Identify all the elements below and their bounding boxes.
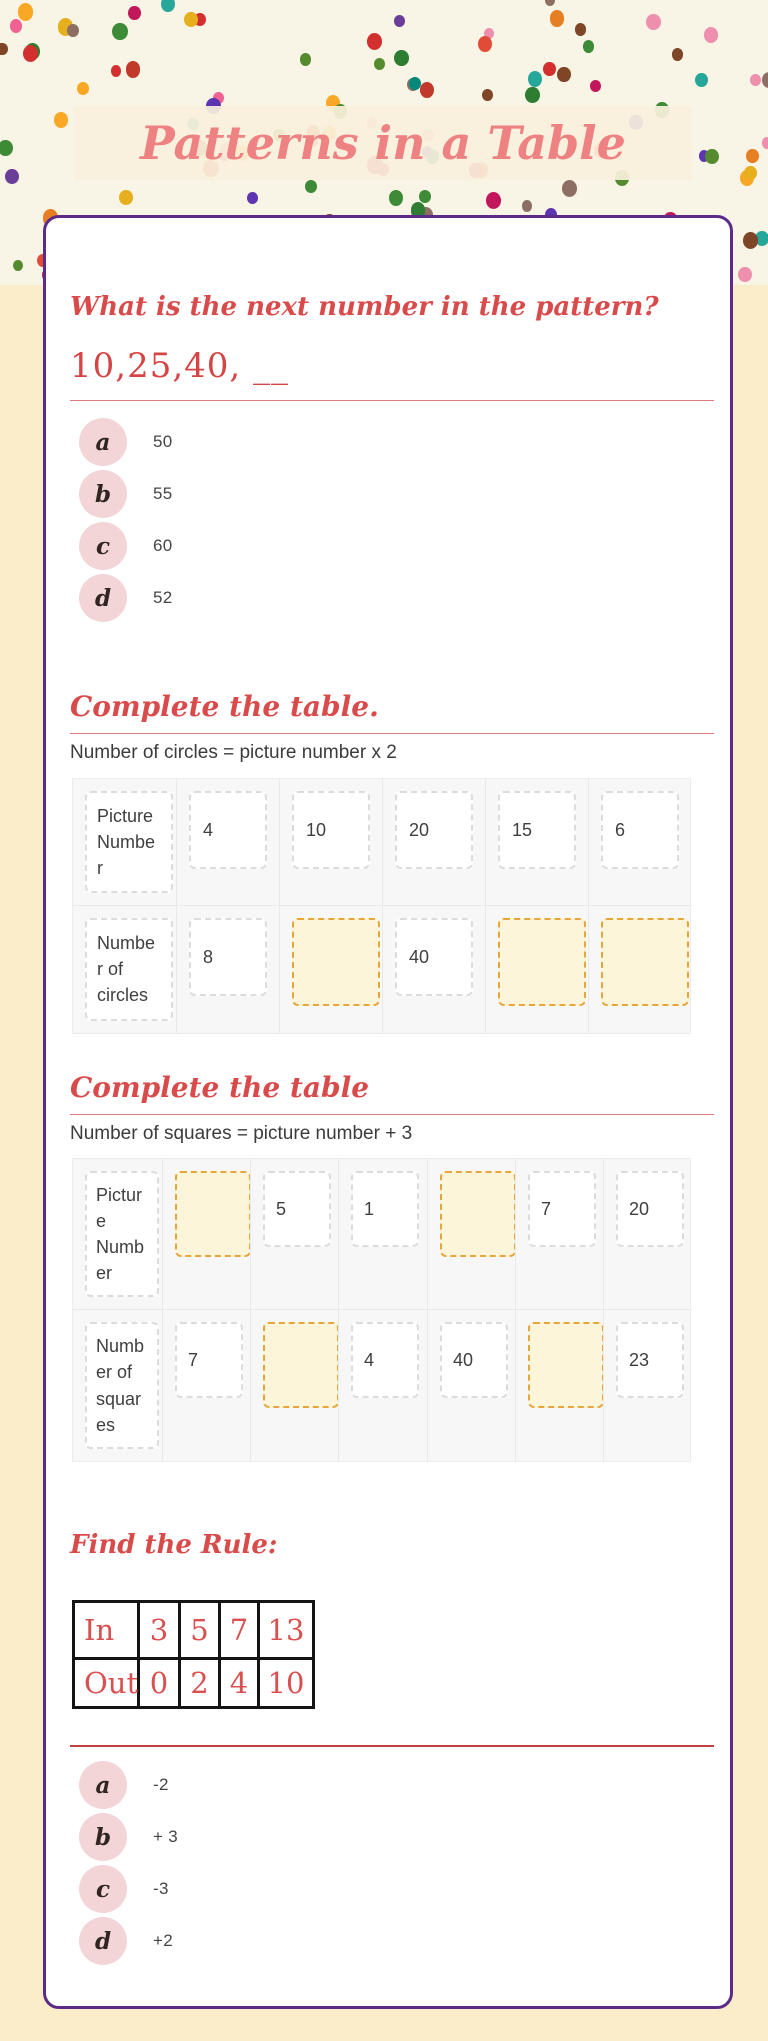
choice-letter-bubble[interactable]: d — [79, 574, 127, 622]
circles-table — [72, 778, 691, 1034]
choice-d[interactable] — [70, 1916, 178, 1966]
choice-letter-bubble[interactable]: b — [79, 1813, 127, 1861]
confetti-dot — [486, 192, 501, 209]
question-2-heading: Complete the table. — [70, 690, 379, 723]
confetti-dot — [305, 180, 317, 193]
confetti-dot — [77, 82, 89, 95]
choice-text: + 3 — [153, 1827, 179, 1846]
choice-b[interactable] — [70, 469, 173, 519]
cell-value: 1 — [351, 1171, 419, 1247]
choice-text: 55 — [153, 484, 173, 503]
divider — [70, 1745, 714, 1747]
cell-value: 8 — [189, 918, 267, 996]
choice-letter-bubble[interactable]: c — [79, 522, 127, 570]
confetti-dot — [522, 200, 533, 212]
cell-value: 10 — [292, 791, 370, 869]
table-cell — [338, 1159, 427, 1309]
confetti-dot — [575, 23, 586, 35]
cell-value: 5 — [263, 1171, 331, 1247]
confetti-dot — [528, 71, 543, 88]
table-cell — [515, 1159, 603, 1309]
confetti-dot — [750, 74, 761, 87]
divider — [70, 1114, 714, 1115]
confetti-dot — [394, 50, 409, 66]
confetti-dot — [743, 232, 758, 249]
choice-letter-bubble[interactable]: c — [79, 1865, 127, 1913]
confetti-dot — [23, 45, 38, 62]
divider — [70, 400, 714, 401]
confetti-dot — [247, 192, 258, 204]
rule-cell: 10 — [260, 1660, 315, 1709]
cell-value: 23 — [616, 1322, 684, 1398]
confetti-dot — [646, 14, 660, 30]
choice-letter-bubble[interactable]: a — [79, 1761, 127, 1809]
confetti-dot — [478, 36, 492, 52]
cell-value: 40 — [395, 918, 473, 996]
squares-table — [72, 1158, 691, 1462]
row-label: Number of circles — [85, 918, 173, 1020]
question-1-choices — [70, 417, 173, 623]
question-3-heading: Complete the table — [70, 1071, 370, 1104]
table-cell — [338, 1309, 427, 1460]
row-label: Number of squares — [85, 1322, 159, 1448]
table-cell — [588, 905, 692, 1032]
choice-text: -2 — [153, 1775, 169, 1794]
question-2-formula: Number of circles = picture number x 2 — [70, 742, 397, 763]
confetti-dot — [762, 137, 768, 149]
choice-c[interactable] — [70, 521, 173, 571]
table-cell — [279, 905, 382, 1032]
confetti-dot — [5, 169, 19, 184]
choice-text: +2 — [153, 1931, 173, 1950]
cell-value: 7 — [175, 1322, 243, 1398]
table-cell — [588, 779, 692, 905]
confetti-dot — [10, 19, 23, 33]
answer-input-box[interactable] — [440, 1171, 516, 1257]
confetti-dot — [419, 190, 431, 203]
choice-text: 60 — [153, 536, 173, 555]
row-label: Picture Number — [85, 791, 173, 893]
confetti-dot — [550, 10, 565, 27]
confetti-dot — [389, 190, 403, 206]
cell-value: 7 — [528, 1171, 596, 1247]
table-cell — [73, 1159, 162, 1309]
choice-text: 50 — [153, 432, 173, 451]
confetti-dot — [300, 53, 311, 65]
choice-a[interactable] — [70, 1760, 178, 1810]
cell-value: 20 — [616, 1171, 684, 1247]
confetti-dot — [543, 62, 556, 76]
confetti-dot — [0, 140, 13, 157]
table-cell — [515, 1309, 603, 1460]
confetti-dot — [738, 267, 752, 282]
cell-value: 40 — [440, 1322, 508, 1398]
confetti-dot — [367, 33, 382, 50]
table-cell — [162, 1309, 250, 1460]
confetti-dot — [54, 112, 68, 127]
choice-letter-bubble[interactable]: b — [79, 470, 127, 518]
confetti-dot — [420, 82, 434, 98]
table-cell — [73, 905, 176, 1032]
choice-d[interactable] — [70, 573, 173, 623]
table-cell — [603, 1159, 692, 1309]
confetti-dot — [562, 180, 577, 197]
page-title: Patterns in a Table — [140, 116, 626, 170]
row-label: Picture Number — [85, 1171, 159, 1297]
choice-text: -3 — [153, 1879, 169, 1898]
table-cell — [73, 779, 176, 905]
confetti-dot — [67, 24, 79, 37]
confetti-dot — [672, 48, 683, 61]
table-cell — [382, 779, 485, 905]
table-cell — [250, 1309, 338, 1460]
table-cell — [176, 779, 279, 905]
confetti-dot — [126, 61, 140, 77]
confetti-dot — [746, 149, 758, 163]
cell-value: 20 — [395, 791, 473, 869]
confetti-dot — [394, 15, 405, 27]
confetti-dot — [374, 58, 385, 71]
table-cell — [485, 779, 588, 905]
confetti-dot — [0, 43, 8, 55]
question-4-choices — [70, 1760, 178, 1966]
question-1-heading: What is the next number in the pattern? — [70, 292, 659, 322]
table-cell — [485, 905, 588, 1032]
answer-input-box[interactable] — [263, 1322, 339, 1408]
confetti-dot — [762, 72, 768, 88]
title-band — [74, 106, 692, 180]
question-3-formula: Number of squares = picture number + 3 — [70, 1123, 413, 1144]
table-cell — [603, 1309, 692, 1460]
table-cell — [162, 1159, 250, 1309]
question-4-heading: Find the Rule: — [70, 1530, 278, 1560]
answer-input-box[interactable] — [528, 1322, 604, 1408]
rule-cell: 0 — [140, 1660, 181, 1709]
rule-cell: 3 — [140, 1603, 181, 1660]
choice-c[interactable] — [70, 1864, 178, 1914]
choice-letter-bubble[interactable]: a — [79, 418, 127, 466]
table-cell — [176, 905, 279, 1032]
confetti-dot — [111, 65, 122, 77]
rule-row-label: Out — [75, 1660, 140, 1709]
confetti-dot — [705, 149, 719, 165]
worksheet-card — [43, 215, 733, 2009]
confetti-dot — [128, 6, 141, 20]
confetti-dot — [557, 67, 570, 82]
answer-input-box[interactable] — [601, 918, 689, 1006]
choice-b[interactable] — [70, 1812, 178, 1862]
answer-input-box[interactable] — [498, 918, 586, 1006]
confetti-dot — [545, 0, 555, 6]
divider — [70, 733, 714, 734]
cell-value: 6 — [601, 791, 679, 869]
in-out-rule-table — [72, 1600, 315, 1709]
confetti-dot — [583, 40, 594, 53]
table-cell — [427, 1159, 515, 1309]
confetti-dot — [13, 260, 23, 271]
rule-row-label: In — [75, 1603, 140, 1660]
confetti-dot — [590, 80, 601, 92]
confetti-dot — [525, 87, 539, 103]
answer-input-box[interactable] — [292, 918, 380, 1006]
confetti-dot — [119, 190, 133, 206]
choice-letter-bubble[interactable]: d — [79, 1917, 127, 1965]
table-cell — [427, 1309, 515, 1460]
rule-cell: 2 — [181, 1660, 221, 1709]
table-cell — [73, 1309, 162, 1460]
rule-cell: 4 — [221, 1660, 260, 1709]
rule-cell: 13 — [260, 1603, 315, 1660]
answer-input-box[interactable] — [175, 1171, 251, 1257]
confetti-dot — [112, 23, 128, 41]
rule-cell: 5 — [181, 1603, 221, 1660]
confetti-dot — [184, 12, 198, 27]
confetti-dot — [695, 73, 708, 88]
choice-text: 52 — [153, 588, 173, 607]
confetti-dot — [161, 0, 176, 12]
table-cell — [279, 779, 382, 905]
confetti-dot — [482, 89, 493, 101]
confetti-dot — [704, 27, 718, 43]
confetti-dot — [409, 77, 421, 90]
confetti-dot — [18, 3, 33, 20]
rule-cell: 7 — [221, 1603, 260, 1660]
cell-value: 4 — [351, 1322, 419, 1398]
table-cell — [250, 1159, 338, 1309]
table-cell — [382, 905, 485, 1032]
confetti-dot — [744, 166, 757, 181]
choice-a[interactable] — [70, 417, 173, 467]
question-1-prompt: 10,25,40, __ — [70, 346, 290, 386]
cell-value: 15 — [498, 791, 576, 869]
cell-value: 4 — [189, 791, 267, 869]
